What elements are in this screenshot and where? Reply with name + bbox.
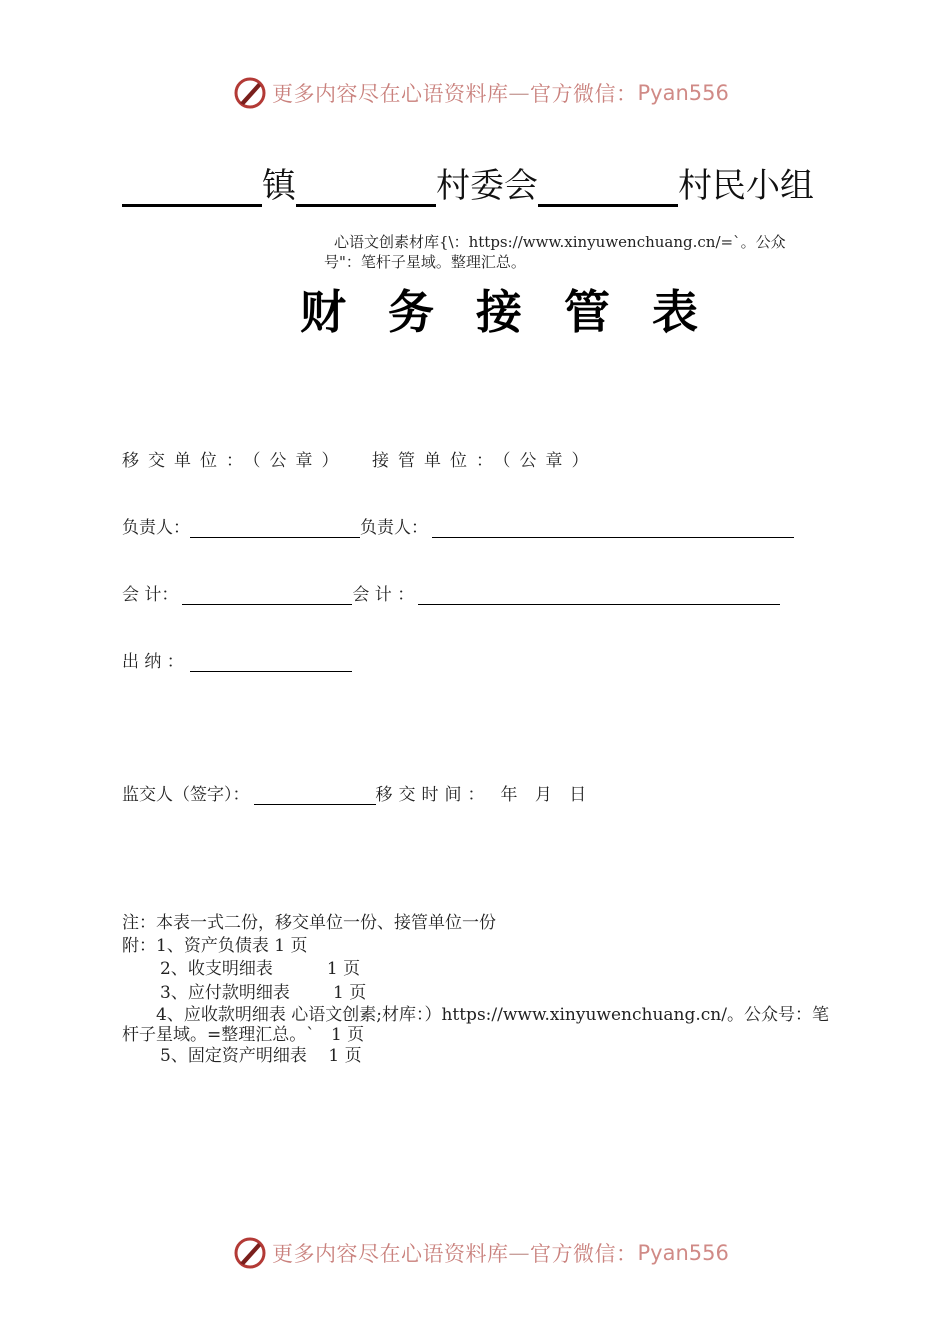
transfer-time-label: 移交时间：	[375, 785, 491, 805]
watermark-wechat-id: Pyan556	[637, 81, 729, 105]
watermark-wechat-id: Pyan556	[637, 1241, 729, 1265]
accountant-field-1[interactable]	[182, 586, 352, 605]
transfer-unit-label: 移交单位：（公章）	[122, 451, 348, 471]
leader-field-2[interactable]	[432, 519, 794, 538]
accountant-field-2[interactable]	[418, 586, 780, 605]
page-title: 财务接管表	[300, 285, 740, 339]
watermark-separator: —	[508, 81, 530, 105]
watermark-bottom	[232, 1233, 729, 1273]
leader-label-2: 负责人：	[360, 518, 428, 538]
header-line	[122, 158, 814, 207]
note-line-1: 注：本表一式二份，移交单位一份、接管单位一份	[122, 913, 496, 933]
attachment-line-3: 3、应付款明细表 1 页	[160, 983, 367, 1003]
leader-field-1[interactable]	[190, 519, 360, 538]
group-blank	[538, 168, 678, 207]
supervisor-row	[122, 780, 592, 805]
accountant-label-2: 会 计 ：	[352, 585, 415, 605]
supervisor-field[interactable]	[254, 786, 376, 805]
supervisor-label: 监交人（签字）：	[122, 785, 250, 805]
receive-unit-label: 接管单位：（公章）	[372, 451, 598, 471]
watermark-wechat-label: 官方微信：	[530, 82, 638, 106]
attachment-line-2: 2、收支明细表 1 页	[160, 959, 361, 979]
cashier-row	[122, 647, 352, 672]
committee-blank	[296, 168, 436, 207]
attachment-line-4: 4、应收款明细表 心语文创素;材库：）https://www.xinyuwenchuang.cn/。公众号：笔	[156, 1005, 829, 1025]
accountant-row	[122, 580, 780, 605]
accountant-label-1: 会 计：	[122, 585, 179, 605]
quill-logo-icon	[232, 75, 268, 111]
watermark-top	[232, 73, 729, 113]
leader-label-1: 负责人：	[122, 518, 190, 538]
leader-row	[122, 513, 794, 538]
attachment-line-1: 附：1、资产负债表 1 页	[122, 936, 308, 956]
attachment-line-5: 5、固定资产明细表 1 页	[160, 1046, 362, 1066]
town-blank	[122, 168, 262, 207]
cashier-label: 出 纳 ：	[122, 652, 184, 672]
watermark-wechat-label: 官方微信：	[530, 1242, 638, 1266]
source-note-line1: 心语文创素材库{\：https://www.xinyuwenchuang.cn/=`。公众	[334, 233, 786, 251]
attachment-line-4-cont: 杆子星域。=整理汇总。` 1 页	[122, 1025, 365, 1045]
header-committee: 村委会	[436, 166, 538, 206]
header-group: 村民小组	[678, 166, 814, 206]
transfer-date: 年 月 日	[500, 785, 593, 805]
watermark-text: 更多内容尽在心语资料库	[272, 1242, 509, 1266]
source-note-line2: 号"：笔杆子星域。整理汇总。	[324, 253, 526, 271]
quill-logo-icon	[232, 1235, 268, 1271]
watermark-separator: —	[508, 1241, 530, 1265]
header-town: 镇	[262, 166, 296, 206]
watermark-text: 更多内容尽在心语资料库	[272, 82, 509, 106]
cashier-field[interactable]	[190, 653, 352, 672]
